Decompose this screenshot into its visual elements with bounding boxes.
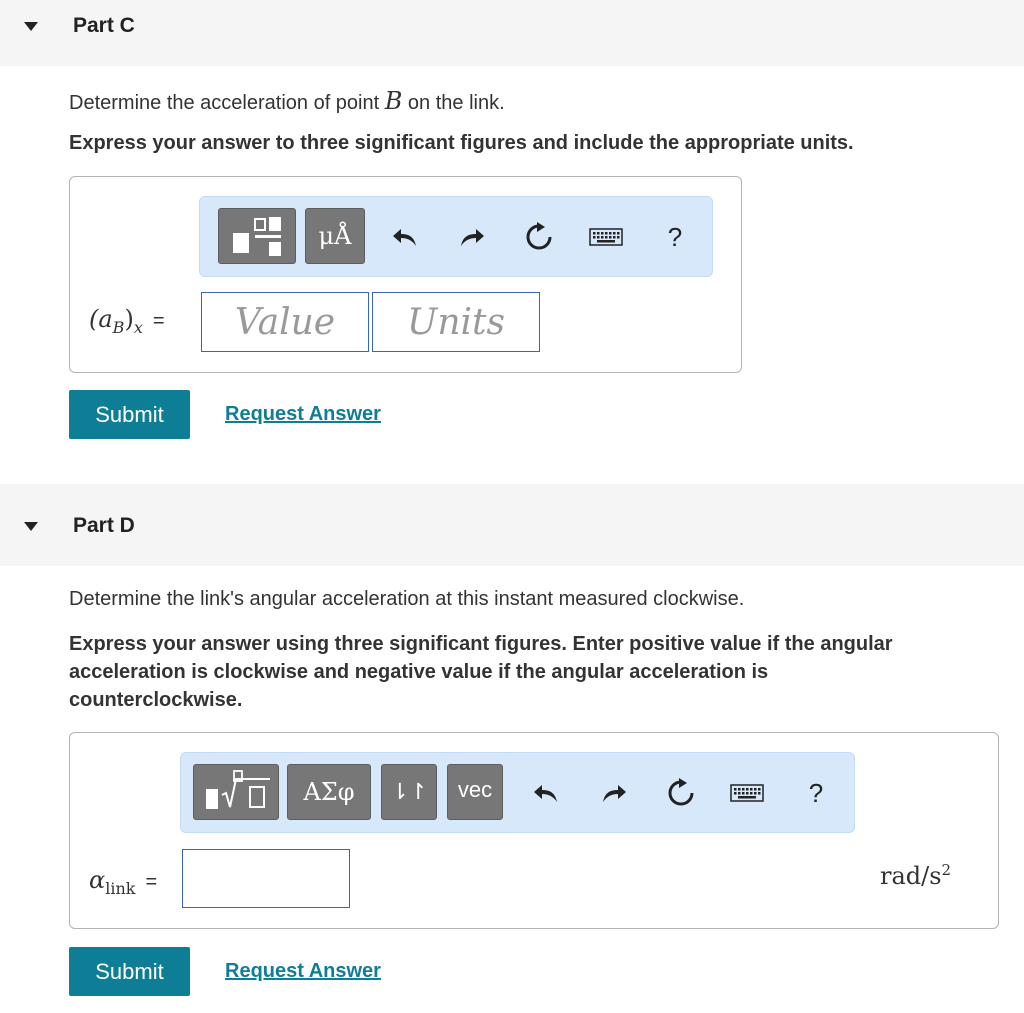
part-d-request-answer-link[interactable]: Request Answer bbox=[225, 960, 381, 982]
part-d-header[interactable] bbox=[0, 484, 1024, 566]
templates-icon bbox=[219, 209, 297, 265]
undo-icon[interactable] bbox=[531, 778, 561, 808]
reset-icon[interactable] bbox=[664, 776, 698, 810]
value-input[interactable] bbox=[201, 292, 369, 352]
help-icon[interactable]: ? bbox=[667, 221, 683, 252]
part-d-submit-button[interactable]: Submit bbox=[69, 947, 190, 996]
collapse-caret-icon[interactable] bbox=[24, 22, 38, 31]
units-button[interactable] bbox=[305, 208, 365, 264]
part-d-units-label: rad/$s^2$ bbox=[880, 861, 952, 890]
part-c-title: Part C bbox=[73, 14, 135, 37]
part-c-answer-box bbox=[69, 176, 742, 373]
greek-symbols-button[interactable]: ΑΣφ bbox=[287, 764, 371, 820]
part-d-title: Part D bbox=[73, 514, 135, 537]
part-c-lhs-label: $(a_B)_x$ = bbox=[89, 305, 165, 337]
reset-icon[interactable] bbox=[522, 220, 556, 254]
part-d-answer-box bbox=[69, 732, 999, 929]
templates-button[interactable] bbox=[193, 764, 279, 820]
units-symbol: μÅ bbox=[318, 222, 352, 250]
point-variable: B bbox=[384, 87, 403, 115]
units-input[interactable] bbox=[372, 292, 540, 352]
undo-icon[interactable] bbox=[390, 222, 420, 252]
subscript-superscript-button[interactable]: ⇂↾ bbox=[381, 764, 437, 820]
keyboard-icon[interactable] bbox=[588, 227, 624, 247]
templates-icon bbox=[194, 765, 280, 821]
help-icon[interactable]: ? bbox=[808, 777, 824, 808]
part-c-request-answer-link[interactable]: Request Answer bbox=[225, 403, 381, 425]
part-d-toolbar bbox=[180, 752, 855, 833]
part-d-prompt: Determine the link's angular acceleration at this instant measured clockwise. bbox=[69, 588, 745, 610]
templates-button[interactable] bbox=[218, 208, 296, 264]
part-d-instruction: Express your answer using three significant figures. Enter positive value if the angular acceleration is clockwise and negative value if the angular acceleration is counterclockwise. bbox=[69, 633, 893, 711]
vector-button[interactable]: vec bbox=[447, 764, 503, 820]
part-c-prompt: Determine the acceleration of point B on the link. bbox=[69, 87, 505, 115]
angular-acceleration-input[interactable] bbox=[182, 849, 350, 908]
part-c-header[interactable] bbox=[0, 0, 1024, 66]
part-c-instruction: Express your answer to three significant figures and include the appropriate units. bbox=[69, 132, 854, 154]
collapse-caret-icon[interactable] bbox=[24, 522, 38, 531]
redo-icon[interactable] bbox=[599, 778, 629, 808]
redo-icon[interactable] bbox=[457, 222, 487, 252]
part-d-lhs-label: $\alpha_{link}$ = bbox=[89, 866, 158, 898]
part-c-submit-button[interactable]: Submit bbox=[69, 390, 190, 439]
part-c-toolbar bbox=[199, 196, 713, 277]
keyboard-icon[interactable] bbox=[729, 783, 765, 803]
